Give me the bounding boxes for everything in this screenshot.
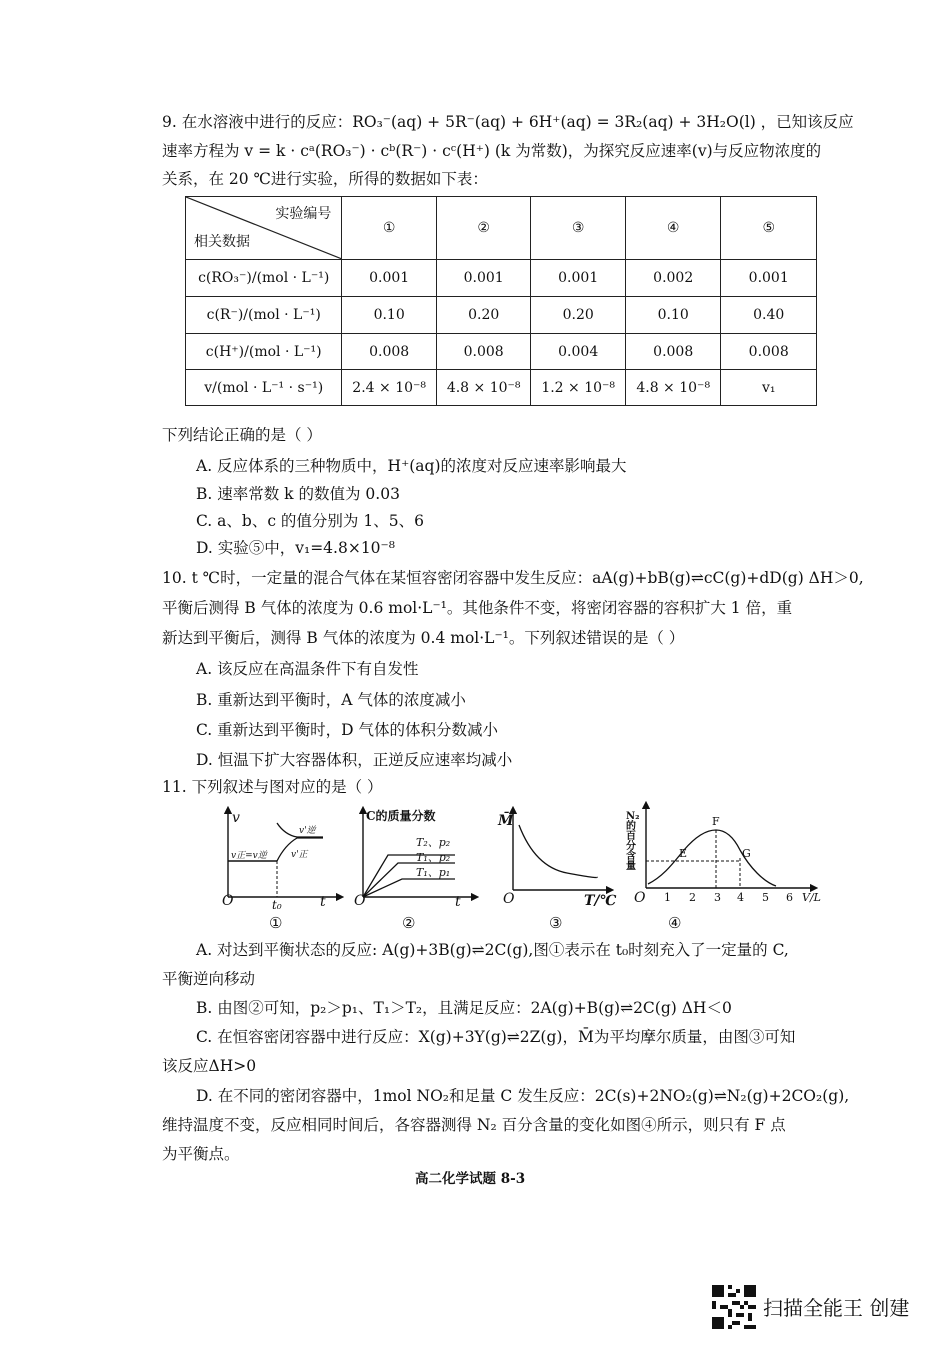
col-header: ⑤ [721, 197, 817, 260]
table-row [186, 370, 817, 406]
graph-4-y-label: N₂的百分含量 [626, 811, 640, 872]
table-cell: 0.008 [625, 334, 721, 370]
graph-4-tick: 5 [762, 891, 769, 904]
q11-option-d-line-3: 为平衡点。 [162, 1145, 240, 1163]
graph-2-caption: ② [402, 914, 416, 932]
col-header: ① [342, 197, 437, 260]
corner-top-label: 实验编号 [275, 206, 332, 222]
graph-1-caption: ① [269, 914, 283, 932]
graph-4-caption: ④ [668, 914, 682, 932]
table-cell: 0.001 [436, 260, 531, 297]
col-header: ③ [531, 197, 626, 260]
graph-2-y-label: C的质量分数 [366, 809, 436, 823]
table-cell: 0.001 [721, 260, 817, 297]
q9-option-a: A. 反应体系的三种物质中，H⁺(aq)的浓度对反应速率影响最大 [196, 457, 627, 475]
q10-option-d: D. 恒温下扩大容器体积，正逆反应速率均减小 [196, 751, 513, 769]
graph-2-x-label: t [455, 894, 461, 910]
q11-option-c-line-2: 该反应ΔH>0 [162, 1057, 257, 1075]
q10-option-a: A. 该反应在高温条件下有自发性 [196, 660, 419, 678]
graph-1-v-rev-label: v'逆 [299, 826, 316, 836]
q10-line-3: 新达到平衡后，测得 B 气体的浓度为 0.4 mol·L⁻¹。下列叙述错误的是（ ） [162, 629, 685, 647]
table-cell: 1.2 × 10⁻⁸ [531, 370, 626, 406]
table-cell: 2.4 × 10⁻⁸ [342, 370, 437, 406]
graph-2 [350, 805, 480, 935]
table-cell: 0.20 [531, 297, 626, 334]
table-cell: 0.001 [342, 260, 437, 297]
graph-1 [215, 805, 345, 935]
q9-line-3: 关系，在 20 ℃进行实验，所得的数据如下表： [162, 170, 488, 188]
q11-option-d-line-1: D. 在不同的密闭容器中，1mol NO₂和足量 C 发生反应：2C(s)+2NO₂(g)⇌N₂(g)+2CO₂(g), [196, 1087, 850, 1105]
table-cell: 0.004 [531, 334, 626, 370]
q9-option-b: B. 速率常数 k 的数值为 0.03 [196, 485, 400, 503]
graph-4-plot [626, 800, 826, 900]
graph-3-caption: ③ [549, 914, 563, 932]
row-label: c(H⁺)/(mol · L⁻¹) [186, 334, 342, 370]
col-header: ④ [625, 197, 721, 260]
graph-4-point-g: G [742, 847, 751, 860]
graph-4 [626, 800, 826, 935]
page-footer: 高二化学试题 8-3 [415, 1171, 526, 1187]
graph-4-point-e: E [679, 847, 688, 860]
graph-1-x-label: t [320, 894, 326, 910]
graph-1-v-fwd-label: v'正 [291, 850, 308, 860]
scanner-brand-label: 扫描全能王 创建 [763, 1296, 910, 1320]
table-cell: 0.008 [721, 334, 817, 370]
graph-3-origin: O [503, 891, 515, 907]
table-cell: 4.8 × 10⁻⁸ [625, 370, 721, 406]
graph-3-x-label: T/℃ [584, 893, 617, 909]
graph-3 [495, 805, 620, 935]
row-label: v/(mol · L⁻¹ · s⁻¹) [186, 370, 342, 406]
table-cell: 0.10 [625, 297, 721, 334]
graph-3-y-label: M̄ [498, 813, 514, 829]
table-corner-cell [186, 197, 342, 260]
q11-option-b: B. 由图②可知，p₂＞p₁、T₁＞T₂，且满足反应：2A(g)+B(g)⇌2C(g) ΔH＜0 [196, 999, 732, 1017]
qr-code-icon [712, 1285, 756, 1329]
table-cell: 0.001 [531, 260, 626, 297]
graph-4-point-f: F [712, 815, 720, 828]
table-cell: 0.008 [436, 334, 531, 370]
graph-1-eq-label: v正=v逆 [231, 851, 267, 861]
table-row [186, 260, 817, 297]
graph-4-tick: 4 [737, 891, 744, 904]
graph-4-tick: 2 [689, 891, 696, 904]
graph-2-curve-2: T₁、p₂ [416, 851, 451, 864]
graph-4-tick: 1 [664, 891, 671, 904]
q10-line-2: 平衡后测得 B 气体的浓度为 0.6 mol·L⁻¹。其他条件不变，将密闭容器的容积扩大 1 倍，重 [162, 599, 793, 617]
col-header: ② [436, 197, 531, 260]
q9-line-2: 速率方程为 v = k · cᵃ(RO₃⁻) · cᵇ(R⁻) · cᶜ(H⁺) (k 为常数)，为探究反应速率(v)与反应物浓度的 [162, 142, 822, 160]
table-cell: 0.008 [342, 334, 437, 370]
row-label: c(RO₃⁻)/(mol · L⁻¹) [186, 260, 342, 297]
table-cell: v₁ [721, 370, 817, 406]
table-cell: 4.8 × 10⁻⁸ [436, 370, 531, 406]
q11-option-a-line-2: 平衡逆向移动 [162, 970, 256, 988]
corner-bottom-label: 相关数据 [194, 234, 250, 250]
q10-option-c: C. 重新达到平衡时，D 气体的体积分数减小 [196, 721, 499, 739]
graph-1-t0-label: t₀ [272, 898, 282, 912]
graph-2-origin: O [354, 893, 366, 909]
table-cell: 0.10 [342, 297, 437, 334]
graph-2-curve-1: T₂、p₂ [416, 836, 451, 849]
table-cell: 0.20 [436, 297, 531, 334]
q9-option-c: C. a、b、c 的值分别为 1、5、6 [196, 512, 424, 530]
graph-2-curve-3: T₁、p₁ [416, 866, 451, 879]
table-row [186, 297, 817, 334]
q11-option-a-line-1: A. 对达到平衡状态的反应: A(g)+3B(g)⇌2C(g),图①表示在 t₀时刻充入了一定量的 C, [196, 941, 789, 959]
graph-4-tick: 6 [786, 891, 793, 904]
graph-4-origin: O [634, 890, 646, 906]
q10-option-b: B. 重新达到平衡时，A 气体的浓度减小 [196, 691, 466, 709]
graph-1-y-label: v [232, 810, 240, 826]
q9-line-1: 9. 在水溶液中进行的反应：RO₃⁻(aq) + 5R⁻(aq) + 6H⁺(aq) = 3R₂(aq) + 3H₂O(l) ，已知该反应 [162, 113, 854, 131]
q9-option-d: D. 实验⑤中，v₁=4.8×10⁻⁸ [196, 539, 395, 557]
row-label: c(R⁻)/(mol · L⁻¹) [186, 297, 342, 334]
graph-1-origin: O [222, 893, 234, 909]
graph-4-x-label: V/L [802, 891, 821, 904]
table-cell: 0.40 [721, 297, 817, 334]
q9-data-table [185, 196, 817, 406]
q11-option-d-line-2: 维持温度不变，反应相同时间后，各容器测得 N₂ 百分含量的变化如图④所示，则只有 F 点 [162, 1116, 786, 1134]
graph-4-tick: 3 [714, 891, 721, 904]
q11-option-c-line-1: C. 在恒容密闭容器中进行反应：X(g)+3Y(g)⇌2Z(g)，M̄为平均摩尔质量，由图③可知 [196, 1028, 796, 1046]
q10-line-1: 10. t ℃时，一定量的混合气体在某恒容密闭容器中发生反应：aA(g)+bB(g)⇌cC(g)+dD(g) ΔH＞0, [162, 569, 864, 587]
table-cell: 0.002 [625, 260, 721, 297]
table-row [186, 334, 817, 370]
q11-stem: 11. 下列叙述与图对应的是（ ） [162, 778, 383, 796]
q9-prompt: 下列结论正确的是（ ） [162, 426, 322, 444]
